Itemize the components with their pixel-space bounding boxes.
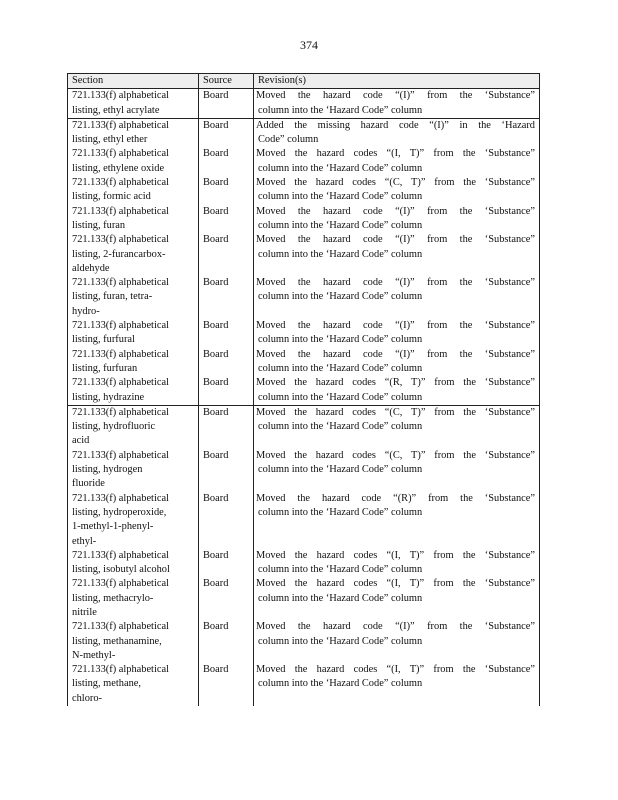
cell-source: Board <box>199 405 254 448</box>
table-row <box>68 233 540 276</box>
revision-line: column into the ‘Hazard Code” column <box>258 334 423 346</box>
section-line: nitrile <box>72 606 97 618</box>
table-row <box>68 549 540 578</box>
cell-source: Board <box>199 348 254 377</box>
section-line: 1-methyl-1-phenyl- <box>72 521 154 533</box>
header-source: Source <box>199 74 254 89</box>
section-line: listing, ethyl ether <box>72 134 148 146</box>
revision-line: column into the ‘Hazard Code” column <box>258 635 423 647</box>
revision-line: column into the ‘Hazard Code” column <box>258 162 423 174</box>
cell-section <box>68 376 199 405</box>
cell-source: Board <box>199 319 254 348</box>
header-revision: Revision(s) <box>254 74 540 89</box>
cell-source: Board <box>199 176 254 205</box>
revision-line: Moved the hazard code “(I)” from the ‘Substance” <box>256 234 535 246</box>
cell-section <box>68 405 199 448</box>
revision-line: Moved the hazard codes “(I, T)” from the ‘Substance” <box>256 664 535 676</box>
revision-line: column into the ‘Hazard Code” column <box>258 678 423 690</box>
section-line: 721.133(f) alphabetical <box>72 148 169 160</box>
section-line: listing, furfuran <box>72 362 138 374</box>
table-body <box>68 89 540 706</box>
section-line: listing, methane, <box>72 678 141 690</box>
section-line: listing, hydrogen <box>72 464 143 476</box>
revision-line: Moved the hazard codes “(C, T)” from the ‘Substance” <box>256 177 535 189</box>
cell-source: Board <box>199 233 254 276</box>
revision-line: Moved the hazard code “(I)” from the ‘Substance” <box>256 205 535 217</box>
page-number: 374 <box>300 38 318 52</box>
cell-revision <box>254 233 540 276</box>
cell-source: Board <box>199 205 254 234</box>
cell-source: Board <box>199 549 254 578</box>
cell-source: Board <box>199 492 254 549</box>
cell-section <box>68 233 199 276</box>
table-row <box>68 577 540 620</box>
section-line: listing, hydrofluoric <box>72 421 156 433</box>
table-header-row <box>68 74 540 89</box>
section-line: 721.133(f) alphabetical <box>72 320 169 332</box>
section-line: aldehyde <box>72 262 110 274</box>
table-row <box>68 663 540 706</box>
revision-line: column into the ‘Hazard Code” column <box>258 464 423 476</box>
revision-line: Added the missing hazard code “(I)” in the ‘Hazard <box>256 119 535 131</box>
section-line: 721.133(f) alphabetical <box>72 406 169 418</box>
revision-line: Moved the hazard codes “(C, T)” from the ‘Substance” <box>256 449 535 461</box>
section-line: listing, methacrylo- <box>72 592 154 604</box>
cell-revision <box>254 376 540 405</box>
table-row <box>68 89 540 119</box>
cell-section <box>68 620 199 663</box>
section-line: ethyl- <box>72 535 97 547</box>
cell-revision <box>254 405 540 448</box>
cell-section <box>68 663 199 706</box>
section-line: listing, 2-furancarbox- <box>72 248 166 260</box>
table-row <box>68 147 540 176</box>
section-line: 721.133(f) alphabetical <box>72 177 169 189</box>
section-line: 721.133(f) alphabetical <box>72 277 169 289</box>
cell-revision <box>254 147 540 176</box>
table-row <box>68 348 540 377</box>
cell-source: Board <box>199 276 254 319</box>
section-line: listing, methanamine, <box>72 635 162 647</box>
cell-source: Board <box>199 118 254 147</box>
cell-section <box>68 147 199 176</box>
section-line: listing, hydrazine <box>72 391 145 403</box>
table-row <box>68 319 540 348</box>
section-line: 721.133(f) alphabetical <box>72 621 169 633</box>
section-line: acid <box>72 435 90 447</box>
cell-section <box>68 205 199 234</box>
cell-revision <box>254 319 540 348</box>
section-line: listing, ethyl acrylate <box>72 104 160 116</box>
section-line: hydro- <box>72 305 100 317</box>
section-line: 721.133(f) alphabetical <box>72 664 169 676</box>
revisions-table <box>67 73 540 706</box>
cell-source: Board <box>199 577 254 620</box>
cell-section <box>68 176 199 205</box>
revision-line: column into the ‘Hazard Code” column <box>258 248 423 260</box>
revision-line: column into the ‘Hazard Code” column <box>258 219 423 231</box>
cell-source: Board <box>199 663 254 706</box>
revision-line: column into the ‘Hazard Code” column <box>258 564 423 576</box>
revision-line: Code” column <box>258 134 319 146</box>
revision-line: Moved the hazard codes “(I, T)” from the ‘Substance” <box>256 578 535 590</box>
section-line: 721.133(f) alphabetical <box>72 549 169 561</box>
table-row <box>68 620 540 663</box>
cell-source: Board <box>199 376 254 405</box>
section-line: 721.133(f) alphabetical <box>72 449 169 461</box>
revision-line: Moved the hazard code “(I)” from the ‘Substance” <box>256 90 535 102</box>
cell-revision <box>254 176 540 205</box>
revision-line: column into the ‘Hazard Code” column <box>258 421 423 433</box>
revision-line: Moved the hazard codes “(I, T)” from the ‘Substance” <box>256 148 535 160</box>
revision-line: Moved the hazard codes “(R, T)” from the ‘Substance” <box>256 377 535 389</box>
section-line: 721.133(f) alphabetical <box>72 205 169 217</box>
section-line: fluoride <box>72 478 105 490</box>
section-line: N-methyl- <box>72 649 116 661</box>
section-line: listing, furfural <box>72 334 135 346</box>
table-row <box>68 449 540 492</box>
section-line: listing, formic acid <box>72 191 151 203</box>
cell-source: Board <box>199 89 254 119</box>
cell-revision <box>254 118 540 147</box>
cell-revision <box>254 663 540 706</box>
revision-line: column into the ‘Hazard Code” column <box>258 362 423 374</box>
section-line: 721.133(f) alphabetical <box>72 492 169 504</box>
cell-revision <box>254 276 540 319</box>
cell-revision <box>254 492 540 549</box>
cell-section <box>68 118 199 147</box>
table-row <box>68 205 540 234</box>
cell-section <box>68 577 199 620</box>
revision-line: column into the ‘Hazard Code” column <box>258 592 423 604</box>
revision-line: column into the ‘Hazard Code” column <box>258 391 423 403</box>
cell-section <box>68 319 199 348</box>
revision-line: Moved the hazard code “(I)” from the ‘Substance” <box>256 621 535 633</box>
revision-line: column into the ‘Hazard Code” column <box>258 506 423 518</box>
section-line: 721.133(f) alphabetical <box>72 578 169 590</box>
revision-line: Moved the hazard code “(I)” from the ‘Substance” <box>256 320 535 332</box>
revision-line: Moved the hazard code “(I)” from the ‘Substance” <box>256 348 535 360</box>
revision-line: Moved the hazard codes “(I, T)” from the ‘Substance” <box>256 549 535 561</box>
table-row <box>68 176 540 205</box>
section-line: listing, furan <box>72 219 126 231</box>
table-row <box>68 118 540 147</box>
section-line: 721.133(f) alphabetical <box>72 348 169 360</box>
cell-source: Board <box>199 449 254 492</box>
section-line: 721.133(f) alphabetical <box>72 90 169 102</box>
revision-line: column into the ‘Hazard Code” column <box>258 191 423 203</box>
revisions-table-container <box>67 73 539 706</box>
cell-section <box>68 348 199 377</box>
cell-revision <box>254 549 540 578</box>
section-line: chloro- <box>72 692 103 704</box>
table-row <box>68 276 540 319</box>
cell-revision <box>254 577 540 620</box>
section-line: listing, hydroperoxide, <box>72 506 167 518</box>
revision-line: column into the ‘Hazard Code” column <box>258 104 423 116</box>
cell-section <box>68 276 199 319</box>
section-line: listing, ethylene oxide <box>72 162 165 174</box>
revision-line: Moved the hazard code “(R)” from the ‘Substance” <box>256 492 535 504</box>
revision-line: Moved the hazard code “(I)” from the ‘Substance” <box>256 277 535 289</box>
cell-section <box>68 449 199 492</box>
section-line: 721.133(f) alphabetical <box>72 119 169 131</box>
cell-revision <box>254 449 540 492</box>
cell-revision <box>254 205 540 234</box>
cell-source: Board <box>199 147 254 176</box>
cell-source: Board <box>199 620 254 663</box>
header-section: Section <box>68 74 199 89</box>
cell-revision <box>254 620 540 663</box>
section-line: 721.133(f) alphabetical <box>72 234 169 246</box>
revision-line: column into the ‘Hazard Code” column <box>258 291 423 303</box>
cell-revision <box>254 348 540 377</box>
cell-revision <box>254 89 540 119</box>
cell-section <box>68 549 199 578</box>
cell-section <box>68 89 199 119</box>
section-line: 721.133(f) alphabetical <box>72 377 169 389</box>
table-row <box>68 376 540 405</box>
table-row <box>68 405 540 448</box>
section-line: listing, furan, tetra- <box>72 291 153 303</box>
revision-line: Moved the hazard codes “(C, T)” from the ‘Substance” <box>256 406 535 418</box>
cell-section <box>68 492 199 549</box>
section-line: listing, isobutyl alcohol <box>72 564 170 576</box>
table-row <box>68 492 540 549</box>
